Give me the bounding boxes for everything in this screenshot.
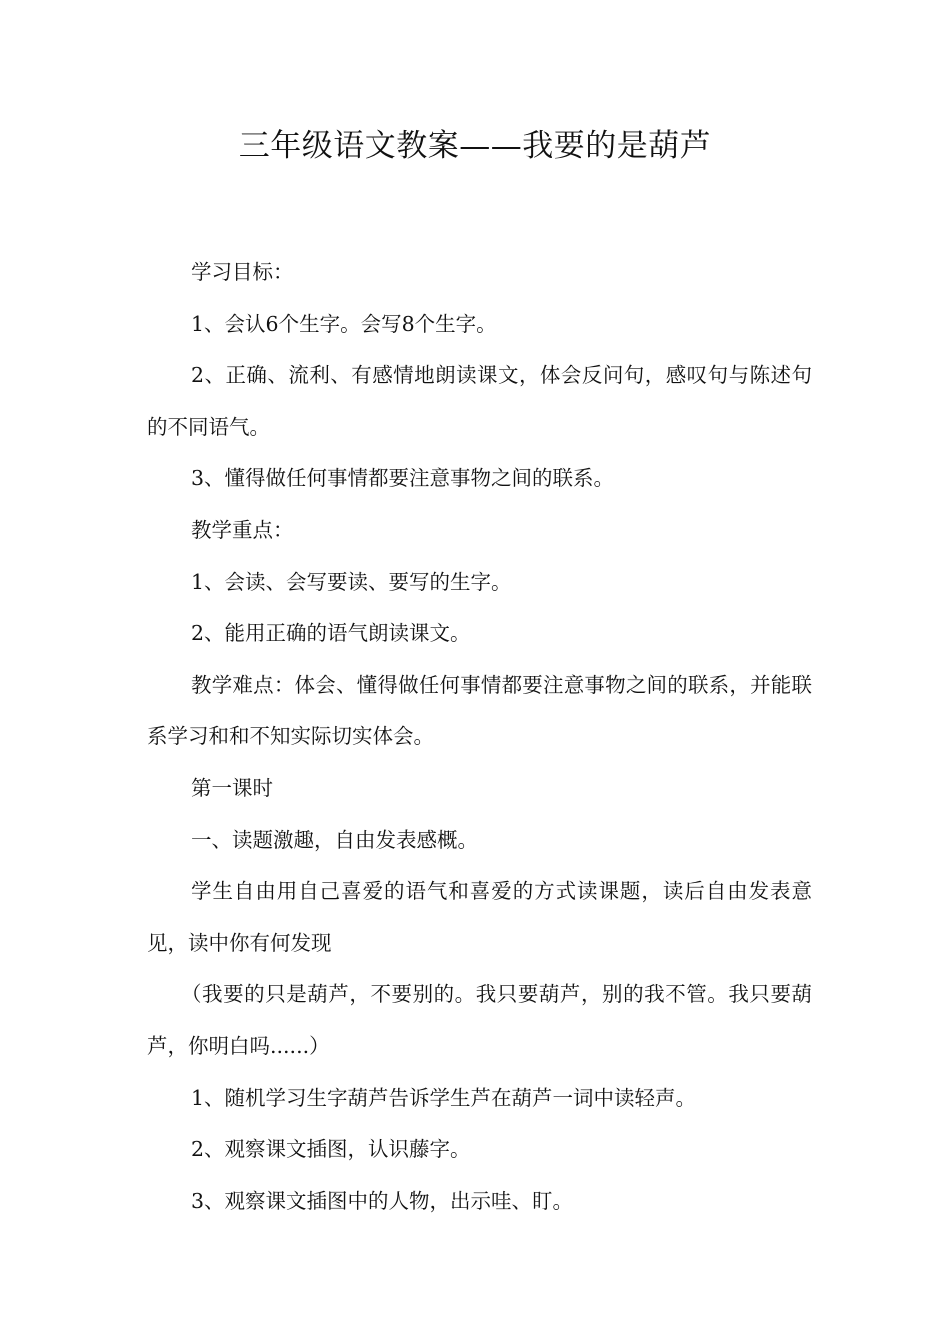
lesson-period-heading: 第一课时: [191, 775, 273, 800]
body-paragraph: 学生自由用自己喜爱的语气和喜爱的方式读课题，读后自由发表意见，读中你有何发现: [147, 879, 812, 955]
objective-item: 2、正确、流利、有感情地朗读课文，体会反问句，感叹句与陈述句的不同语气。: [147, 363, 812, 439]
step-item: 3、观察课文插图中的人物，出示哇、盯。: [191, 1188, 574, 1213]
objective-item: 1、会认6个生字。会写8个生字。: [191, 311, 497, 336]
difficulty-paragraph: 教学难点：体会、懂得做任何事情都要注意事物之间的联系，并能联系学习和和不知实际切实体会。: [147, 672, 812, 749]
step-item: 1、随机学习生字葫芦告诉学生芦在葫芦一词中读轻声。: [191, 1085, 697, 1110]
key-point-item: 2、能用正确的语气朗读课文。: [191, 621, 471, 646]
document-body: [147, 247, 812, 1227]
section-heading-key-points: 教学重点：: [191, 517, 294, 542]
section-heading-objectives: 学习目标：: [191, 260, 294, 284]
objective-item: 3、懂得做任何事情都要注意事物之间的联系。: [191, 466, 615, 491]
step-heading: 一、读题激趣，自由发表感概。: [191, 827, 478, 852]
document-title: 三年级语文教案——我要的是葫芦: [238, 128, 712, 164]
example-paragraph: （我要的只是葫芦，不要别的。我只要葫芦，别的我不管。我只要葫芦，你明白吗......）: [147, 982, 812, 1058]
step-item: 2、观察课文插图，认识藤字。: [191, 1137, 471, 1162]
key-point-item: 1、会读、会写要读、要写的生字。: [191, 569, 512, 594]
